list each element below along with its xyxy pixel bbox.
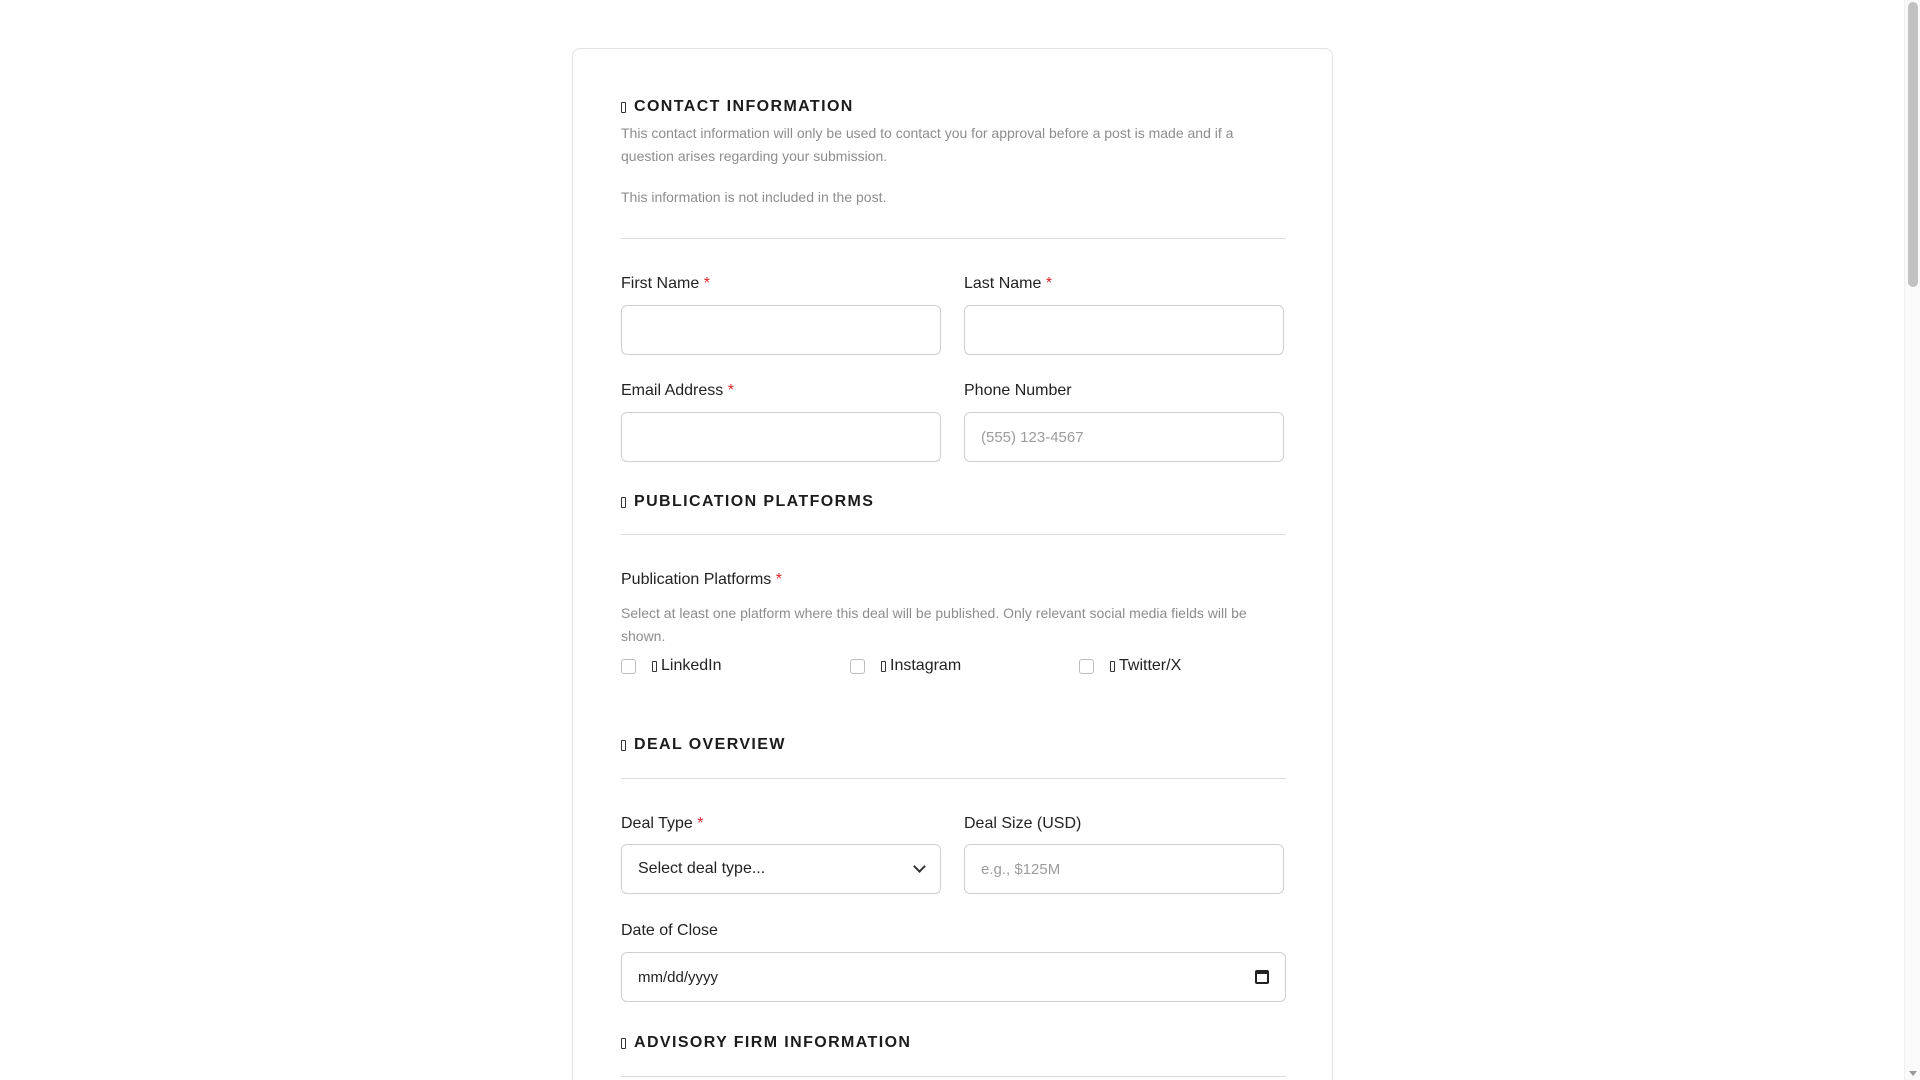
first-name-label-text: First Name: [621, 275, 700, 292]
platform-option-linkedin[interactable]: [621, 657, 722, 675]
last-name-label-text: Last Name: [964, 275, 1042, 292]
email-label-text: Email Address: [621, 382, 724, 399]
linkedin-icon: [652, 661, 657, 672]
first-name-input[interactable]: [621, 305, 941, 355]
deal-divider: [621, 778, 1286, 779]
first-name-label: [621, 275, 710, 293]
deal-type-selected-value: Select deal type...: [638, 860, 766, 877]
platform-option-twitter[interactable]: [1079, 657, 1181, 675]
last-name-input[interactable]: [964, 305, 1284, 355]
contact-divider: [621, 238, 1286, 239]
required-mark: *: [727, 382, 734, 399]
phone-input[interactable]: [964, 412, 1284, 462]
twitter-option-label[interactable]: [1110, 657, 1181, 675]
linkedin-checkbox[interactable]: [621, 659, 636, 674]
contact-heading-text: CONTACT INFORMATION: [634, 98, 854, 115]
platforms-section-heading: [621, 493, 874, 511]
phone-label: Phone Number: [964, 382, 1072, 399]
date-of-close-input[interactable]: [621, 952, 1286, 1002]
advisory-section-heading: [621, 1034, 911, 1052]
submission-form: [572, 48, 1333, 1080]
scroll-down-arrow-icon[interactable]: [1909, 1071, 1917, 1076]
deal-heading-text: DEAL OVERVIEW: [634, 736, 786, 753]
deal-type-label-text: Deal Type: [621, 815, 693, 832]
platform-option-instagram[interactable]: [850, 657, 961, 675]
advisory-heading-text: ADVISORY FIRM INFORMATION: [634, 1034, 912, 1051]
deal-type-select[interactable]: [621, 844, 941, 894]
platforms-label: [621, 571, 782, 589]
last-name-label: [964, 275, 1052, 293]
advisory-divider: [621, 1076, 1286, 1077]
instagram-label-text: Instagram: [890, 657, 962, 674]
share-icon: [621, 497, 626, 508]
required-mark: *: [697, 815, 704, 832]
deal-size-label: Deal Size (USD): [964, 815, 1082, 832]
deal-section-heading: [621, 736, 786, 754]
required-mark: *: [703, 275, 710, 292]
required-mark: *: [775, 571, 782, 588]
contact-section-heading: [621, 98, 854, 116]
calendar-icon[interactable]: [1255, 970, 1269, 984]
instagram-icon: [881, 661, 886, 672]
platforms-divider: [621, 534, 1286, 535]
email-label: [621, 382, 734, 400]
platforms-heading-text: PUBLICATION PLATFORMS: [634, 493, 875, 510]
platforms-description: Select at least one platform where this deal will be published. Only relevant social media fields will be shown.: [621, 605, 1247, 644]
contact-description: This contact information will only be used to contact you for approval before a post is made and if a question arises regarding your submission.: [621, 125, 1234, 164]
platforms-label-text: Publication Platforms: [621, 571, 772, 588]
building-icon: [621, 1038, 626, 1049]
deal-size-input[interactable]: [964, 844, 1284, 894]
required-mark: *: [1045, 275, 1053, 292]
email-input[interactable]: [621, 412, 941, 462]
contact-privacy-note: This information is not included in the post.: [621, 189, 887, 205]
twitter-icon: [1110, 661, 1115, 672]
instagram-checkbox[interactable]: [850, 659, 865, 674]
chevron-down-icon: [913, 860, 926, 873]
linkedin-label-text: LinkedIn: [661, 657, 722, 674]
linkedin-option-label[interactable]: [652, 657, 722, 675]
twitter-checkbox[interactable]: [1079, 659, 1094, 674]
page-scrollbar[interactable]: [1904, 0, 1920, 1080]
date-of-close-label: Date of Close: [621, 922, 718, 939]
briefcase-icon: [621, 740, 626, 751]
scrollbar-thumb[interactable]: [1908, 2, 1918, 287]
date-placeholder: mm/dd/yyyy: [638, 968, 719, 986]
user-icon: [621, 102, 626, 113]
instagram-option-label[interactable]: [881, 657, 961, 675]
deal-type-label: [621, 815, 703, 833]
twitter-label-text: Twitter/X: [1119, 657, 1182, 674]
